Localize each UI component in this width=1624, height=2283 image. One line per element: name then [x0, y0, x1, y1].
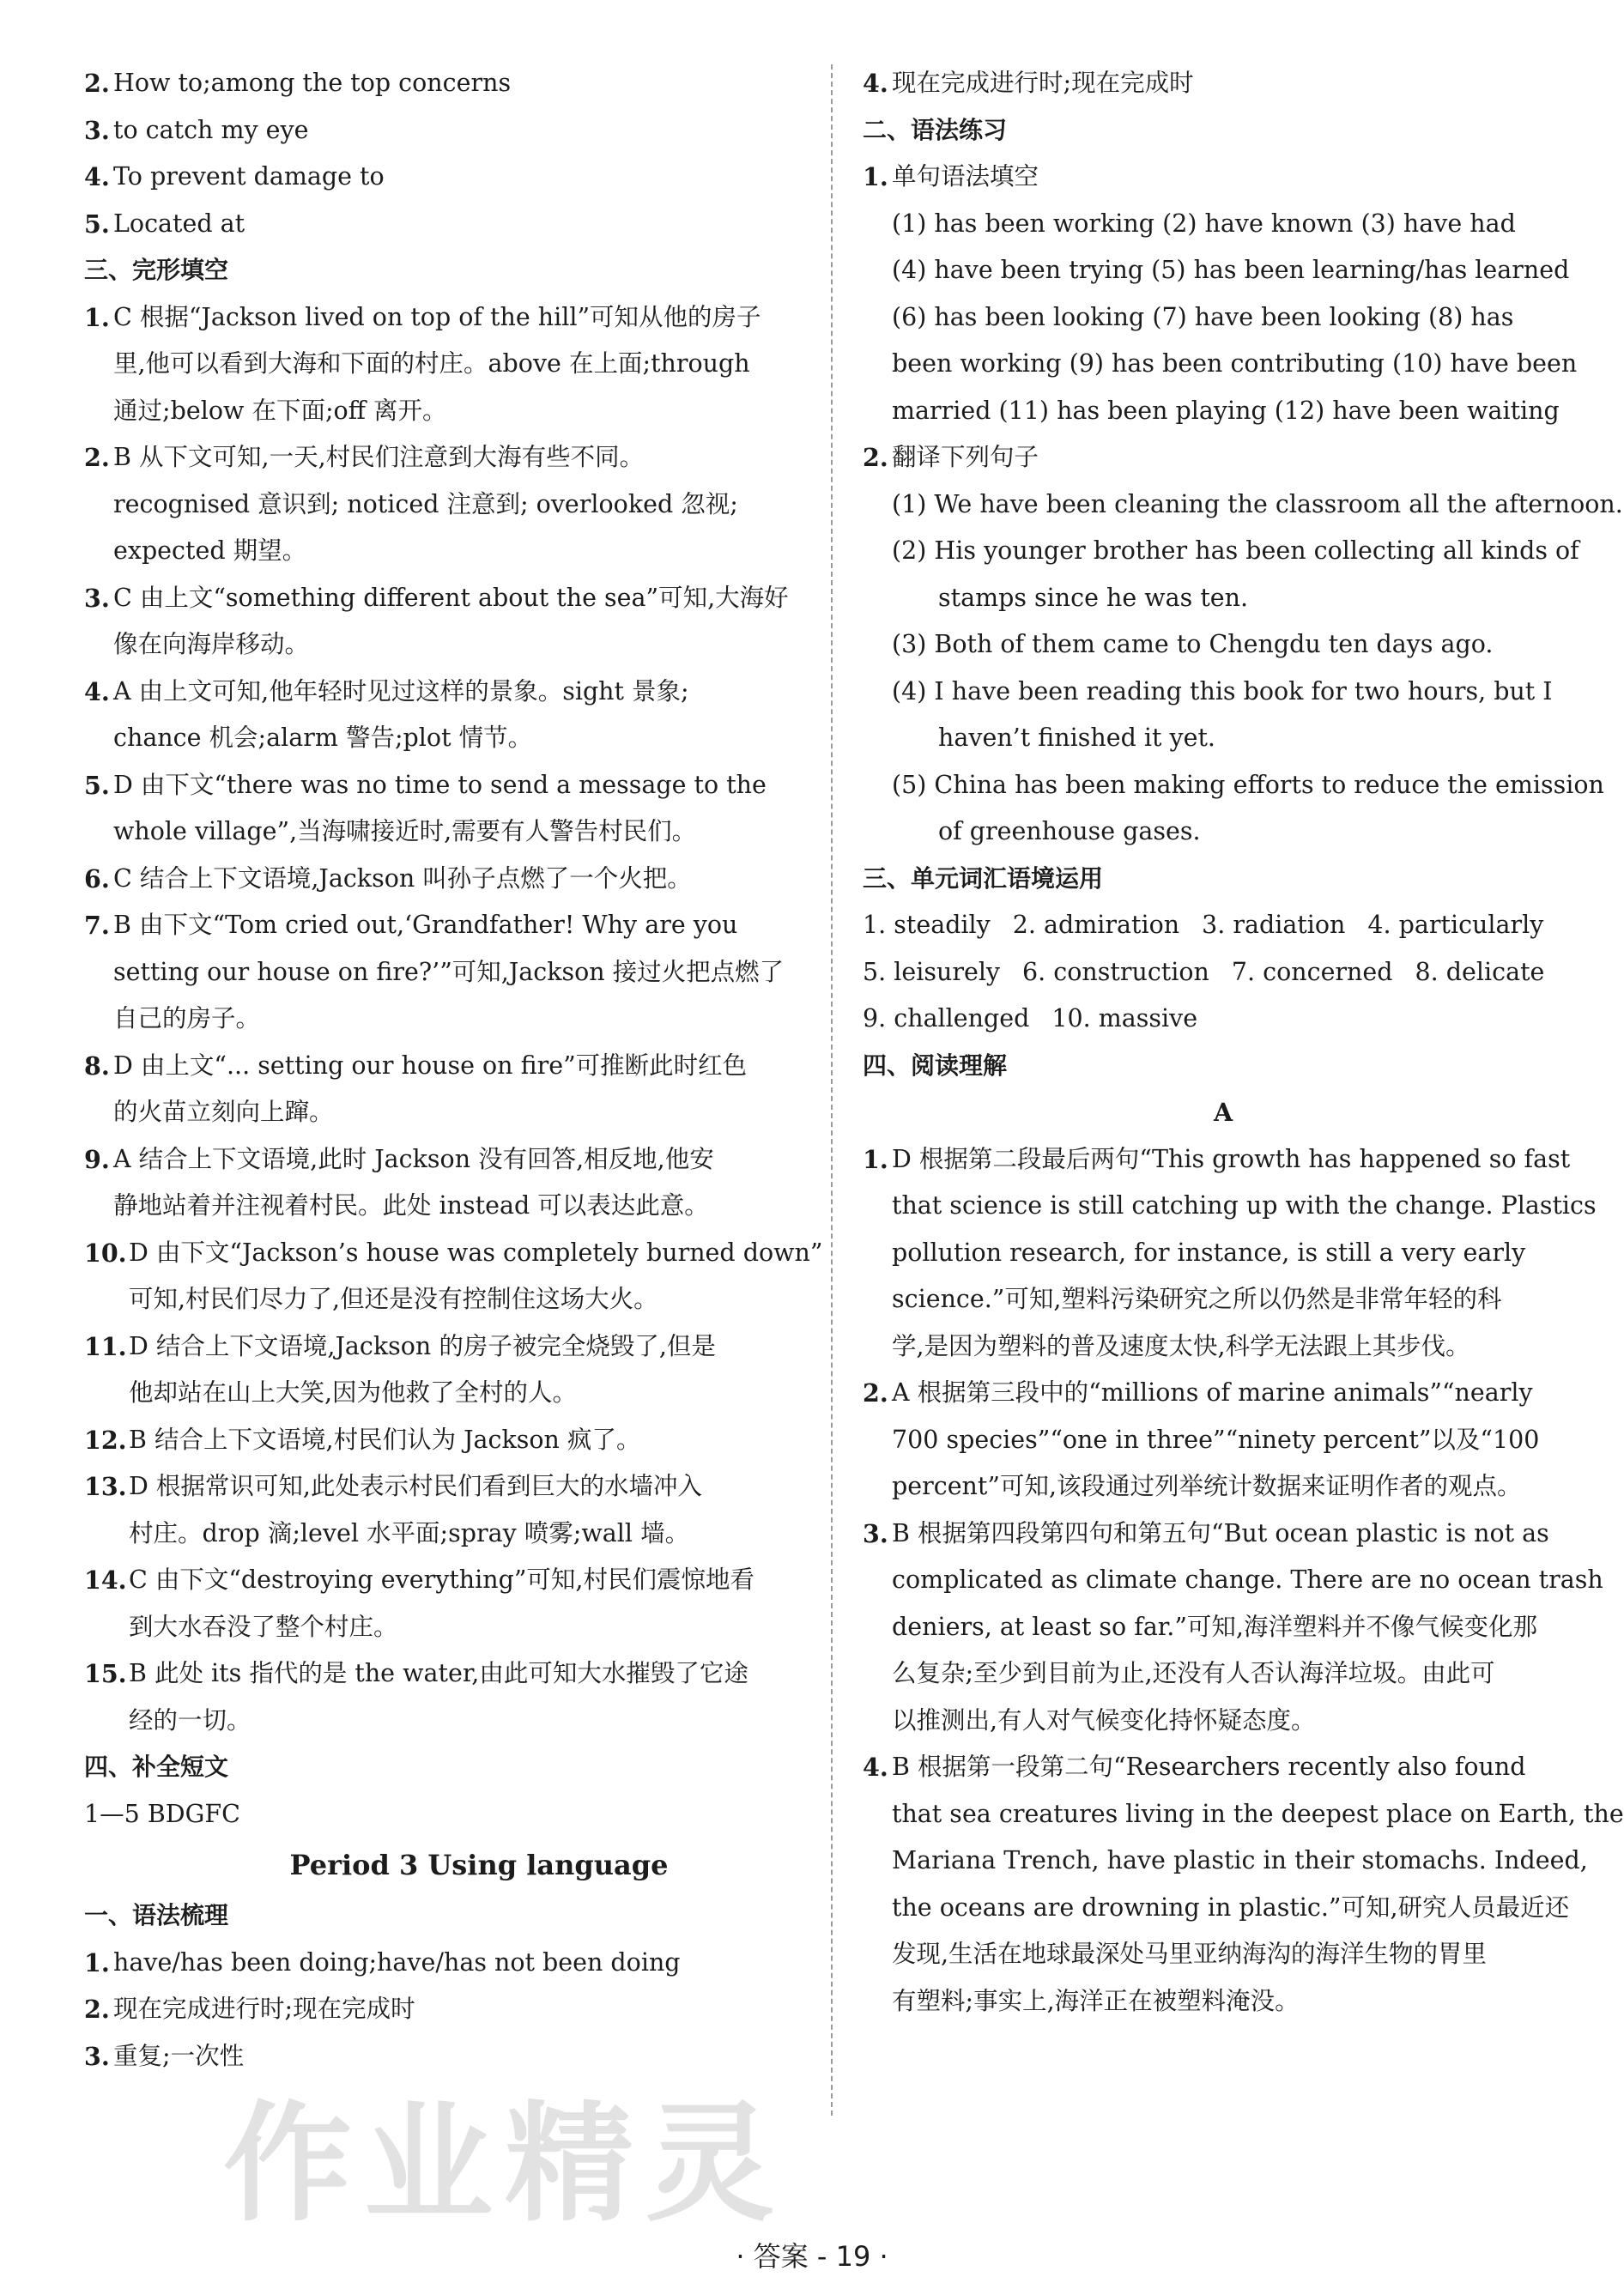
section-heading-reading: 四、阅读理解 [863, 1051, 1008, 1080]
cloze-item: 6. C 结合上下文语境,Jackson 叫孙子点燃了一个火把。 [84, 863, 692, 893]
period-title: Period 3 Using language [289, 1849, 669, 1881]
page-footer: · 答案 - 19 · [736, 2240, 888, 2273]
watermark: 作业精灵 [223, 2090, 787, 2239]
reading-item: 4. B 根据第一段第二句“Researchers recently also found that sea creatures living in the deepest place on Earth, the Mariana Trench, have plastic in their stomachs. Indeed, the oceans are drowning in plastic.”可知,研究人员最近还 发现,生活在地球最深处马里亚纳海沟的海洋生物的胃里 有塑料;事实上,海洋正在被塑料淹没。 [863, 1753, 1624, 2015]
cloze-item: 8. D 由上文“... setting our house on fire”可推断此时红色 的火苗立刻向上蹿。 [84, 1051, 748, 1126]
list-item: 3. to catch my eye [84, 115, 309, 145]
cloze-item: 3. C 由上文“something different about the sea”可知,大海好 像在向海岸移动。 [84, 583, 789, 658]
list-item: 4. 现在完成进行时;现在完成时 [863, 69, 1194, 98]
cloze-item: 7. B 由下文“Tom cried out,‘Grandfather! Why are you setting our house on fire?’”可知,Jackson 接过火把点燃了 自己的房子。 [84, 911, 785, 1032]
vocab-answers: 1. steadily 2. admiration 3. radiation 4. particularly 5. leisurely 6. construction 7. concerned 8. delicate 9. challenged 10. massive [863, 911, 1545, 1032]
translation-answers: (1) We have been cleaning the classroom all the afternoon. (2) His younger brother has been collecting all kinds of stamps since he was ten. (3) Both of them came to Chengdu ten days ago. (4) I have been reading this book for two hours, but I haven’t finished it yet. (5) China has been making efforts to reduce the emission of greenhouse gases. [892, 489, 1623, 845]
list-item: 2. How to;among the top concerns [84, 69, 512, 98]
cloze-item: 14. C 由下文“destroying everything”可知,村民们震惊地看 到大水吞没了整个村庄。 [84, 1565, 754, 1641]
left-column [84, 60, 822, 2080]
list-item: 2. 现在完成进行时;现在完成时 [84, 1995, 415, 2024]
reading-item: 2. A 根据第三段中的“millions of marine animals”“nearly 700 species”“one in three”“ninety percent”以及“100 percent”可知,该段通过列举统计数据来证明作者的观点。 [863, 1378, 1540, 1500]
right-column [863, 60, 1624, 2025]
section-heading-grammar-practice: 二、语法练习 [863, 115, 1008, 144]
cloze-item: 15. B 此处 its 指代的是 the water,由此可知大水摧毁了它途 经的一切。 [84, 1659, 748, 1735]
subsection-title: 2. 翻译下列句子 [863, 443, 1039, 472]
fill-in-answers: (1) has been working (2) have known (3) have had (4) have been trying (5) has been learning/has learned (6) has been looking (7) have been looking (8) has been working (9) has been contributing (10) have been married (11) has been playing (12) have been waiting [892, 209, 1578, 425]
list-item: 3. 重复;一次性 [84, 2041, 245, 2071]
list-item: 4. To prevent damage to [84, 162, 385, 191]
cloze-item: 1. C 根据“Jackson lived on top of the hill”可知从他的房子 里,他可以看到大海和下面的村庄。above 在上面;through 通过;below 在下面;off 离开。 [84, 302, 761, 425]
list-item: 5. Located at [84, 209, 245, 239]
subsection-title: 1. 单句语法填空 [863, 162, 1039, 191]
list-item: 1. have/has been doing;have/has not been doing [84, 1947, 681, 1977]
passage-label: A [1213, 1098, 1233, 1127]
cloze-item: 5. D 由下文“there was no time to send a message to the whole village”,当海啸接近时,需要有人警告村民们。 [84, 770, 767, 845]
cloze-item: 9. A 结合上下文语境,此时 Jackson 没有回答,相反地,他安 静地站着并注视着村民。此处 instead 可以表达此意。 [84, 1144, 714, 1220]
column-divider [831, 64, 833, 2116]
section-heading-vocabulary: 三、单元词汇语境运用 [863, 863, 1104, 893]
section-heading-complete-passage: 四、补全短文 [84, 1753, 229, 1781]
cloze-item: 11. D 结合上下文语境,Jackson 的房子被完全烧毁了,但是 他却站在山上大笑,因为他救了全村的人。 [84, 1331, 716, 1407]
section-heading-cloze: 三、完形填空 [84, 256, 229, 284]
reading-item: 1. D 根据第二段最后两句“This growth has happened so fast that science is still catching up with the change. Plastics pollution research, for instance, is still a very early science.”可知,塑料污染研究之所以仍然是非常年轻的科 学,是因为塑料的普及速度太快,科学无法跟上其步伐。 [863, 1144, 1597, 1360]
reading-item: 3. B 根据第四段第四句和第五句“But ocean plastic is not as complicated as climate change. There are no ocean trash deniers, at least so far.”可知,海洋塑料并不像气候变化那 么复杂;至少到目前为止,还没有人否认海洋垃圾。由此可 以推测出,有人对气候变化持怀疑态度。 [863, 1518, 1603, 1735]
cloze-item: 2. B 从下文可知,一天,村民们注意到大海有些不同。 recognised 意识到; noticed 注意到; overlooked 忽视; expected 期望。 [84, 443, 738, 565]
section-heading-grammar-review: 一、语法梳理 [84, 1901, 229, 1929]
cloze-item: 4. A 由上文可知,他年轻时见过这样的景象。sight 景象; chance 机会;alarm 警告;plot 情节。 [84, 676, 689, 752]
passage-answer: 1—5 BDGFC [84, 1799, 240, 1828]
cloze-item: 13. D 根据常识可知,此处表示村民们看到巨大的水墙冲入 村庄。drop 滴;level 水平面;spray 喷雾;wall 墙。 [84, 1472, 702, 1547]
cloze-item: 12. B 结合上下文语境,村民们认为 Jackson 疯了。 [84, 1425, 641, 1455]
cloze-item: 10. D 由下文“Jackson’s house was completely burned down” 可知,村民们尽力了,但还是没有控制住这场大火。 [84, 1238, 823, 1313]
